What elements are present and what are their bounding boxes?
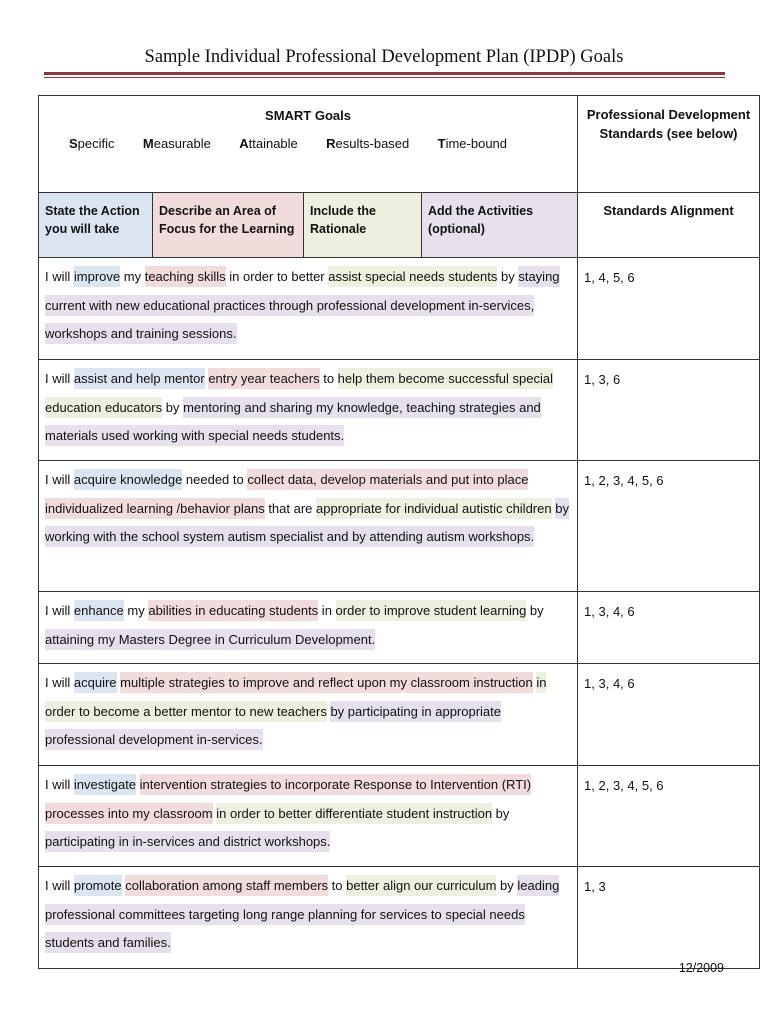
goal-segment: mentoring and sharing my knowledge, teaching strategies and materials used working with special needs students. (45, 397, 541, 447)
goal-segment: acquire knowledge (74, 469, 182, 490)
goal-segment: by (526, 603, 544, 618)
goal-row (39, 664, 760, 766)
legend-rationale: Include the Rationale (304, 193, 422, 258)
ipdp-goals-table (38, 95, 760, 969)
goal-segment: needed to (182, 472, 248, 487)
goal-segment: better align our curriculum (346, 875, 496, 896)
goal-segment: staying current with new educational practices through professional development in-services, workshops and training sessions. (45, 266, 560, 344)
goal-segment: I will (45, 371, 74, 386)
smart-word-results-based: Results-based (326, 136, 410, 151)
standards-alignment-header: Standards Alignment (578, 193, 760, 258)
goal-segment: multiple strategies to improve and reflect upon my classroom instruction (120, 672, 533, 693)
smart-goals-heading: SMART Goals (265, 108, 351, 123)
goal-text (39, 592, 578, 664)
goal-segment: I will (45, 878, 74, 893)
legend-activities: Add the Activities (optional) (422, 193, 578, 258)
goal-segment: I will (45, 603, 74, 618)
goal-segment: by (496, 878, 518, 893)
goal-segment: attaining my Masters Degree in Curriculum Development. (45, 629, 375, 650)
standards-value: 1, 3 (578, 867, 760, 969)
goal-segment: teaching skills (145, 266, 226, 287)
standards-value: 1, 2, 3, 4, 5, 6 (578, 461, 760, 592)
goal-row (39, 592, 760, 664)
standards-value: 1, 3, 4, 6 (578, 664, 760, 766)
goal-segment: improve (74, 266, 120, 287)
goal-row (39, 766, 760, 867)
goal-segment: my (120, 269, 145, 284)
goal-segment: by (497, 269, 519, 284)
smart-words (39, 136, 577, 151)
goal-row (39, 867, 760, 969)
goal-row (39, 360, 760, 461)
goal-segment: participating in in-services and district workshops. (45, 831, 330, 852)
goal-text (39, 461, 578, 592)
title-rule (44, 72, 725, 75)
goal-row (39, 258, 760, 360)
goal-text (39, 258, 578, 360)
legend-row (39, 193, 760, 258)
goal-segment: promote (74, 875, 122, 896)
goal-segment: appropriate for individual autistic children (316, 498, 552, 519)
goal-segment: assist special needs students (328, 266, 497, 287)
goal-text (39, 766, 578, 867)
pd-standards-header: Professional Development Standards (see below) (578, 96, 760, 193)
smart-goals-cell (39, 96, 578, 193)
standards-value: 1, 2, 3, 4, 5, 6 (578, 766, 760, 867)
smart-word-attainable: Attainable (239, 136, 298, 151)
legend-action: State the Action you will take (39, 193, 153, 258)
goal-segment: order to improve student learning (336, 600, 527, 621)
goal-segment: in order to better differentiate student instruction (216, 803, 492, 824)
goal-segment: to (328, 878, 347, 893)
goal-segment: by (162, 399, 184, 415)
document-date: 12/2009 (678, 961, 724, 975)
smart-word-time-bound: Time-bound (437, 136, 508, 151)
goal-segment: by participating in appropriate professional development in-services. (45, 701, 501, 751)
goal-segment: I will (45, 269, 74, 284)
smart-word-specific: Specific (69, 136, 115, 151)
goal-segment: I will (45, 472, 74, 487)
page-title: Sample Individual Professional Development Plan (IPDP) Goals (144, 47, 624, 67)
goal-segment: intervention strategies to incorporate Response to Intervention (RTI) processes into my classroom (45, 774, 531, 824)
goal-segment: by working with the school system autism specialist and by attending autism workshops. (45, 498, 569, 548)
goal-segment: collaboration among staff members (125, 875, 328, 896)
goal-segment: collect data, develop materials and put into place individualized learning /behavior plans (45, 469, 528, 519)
goal-segment: I will (45, 777, 74, 792)
goal-segment: entry year teachers (208, 368, 319, 389)
standards-value: 1, 4, 5, 6 (578, 258, 760, 360)
goal-segment: abilities in educating students (148, 600, 318, 621)
goal-segment: assist and help mentor (74, 368, 205, 389)
goal-text (39, 360, 578, 461)
standards-value: 1, 3, 6 (578, 360, 760, 461)
goal-segment: in order to become a better mentor to new teachers (45, 672, 546, 722)
goal-segment: by (492, 805, 510, 821)
legend-focus: Describe an Area of Focus for the Learning (153, 193, 304, 258)
goal-text (39, 664, 578, 766)
title-rule-thin (44, 77, 725, 78)
goal-row (39, 461, 760, 592)
smart-header-row (39, 96, 760, 193)
goal-segment: leading professional committees targeting long range planning for services to special needs students and families. (45, 875, 559, 953)
goal-segment: in (318, 603, 336, 618)
goal-segment: help them become successful special education educators (45, 368, 553, 418)
goal-segment: acquire (74, 672, 117, 693)
goal-segment: my (123, 603, 149, 618)
smart-word-measurable: Measurable (142, 136, 211, 151)
goal-segment: to (319, 371, 338, 386)
goal-segment: in order to better (225, 269, 329, 284)
goal-segment: enhance (74, 600, 124, 621)
goal-text (39, 867, 578, 969)
goal-segment: I will (45, 675, 74, 690)
goal-segment: investigate (74, 774, 136, 795)
goal-segment: that are (264, 500, 317, 516)
standards-value: 1, 3, 4, 6 (578, 592, 760, 664)
